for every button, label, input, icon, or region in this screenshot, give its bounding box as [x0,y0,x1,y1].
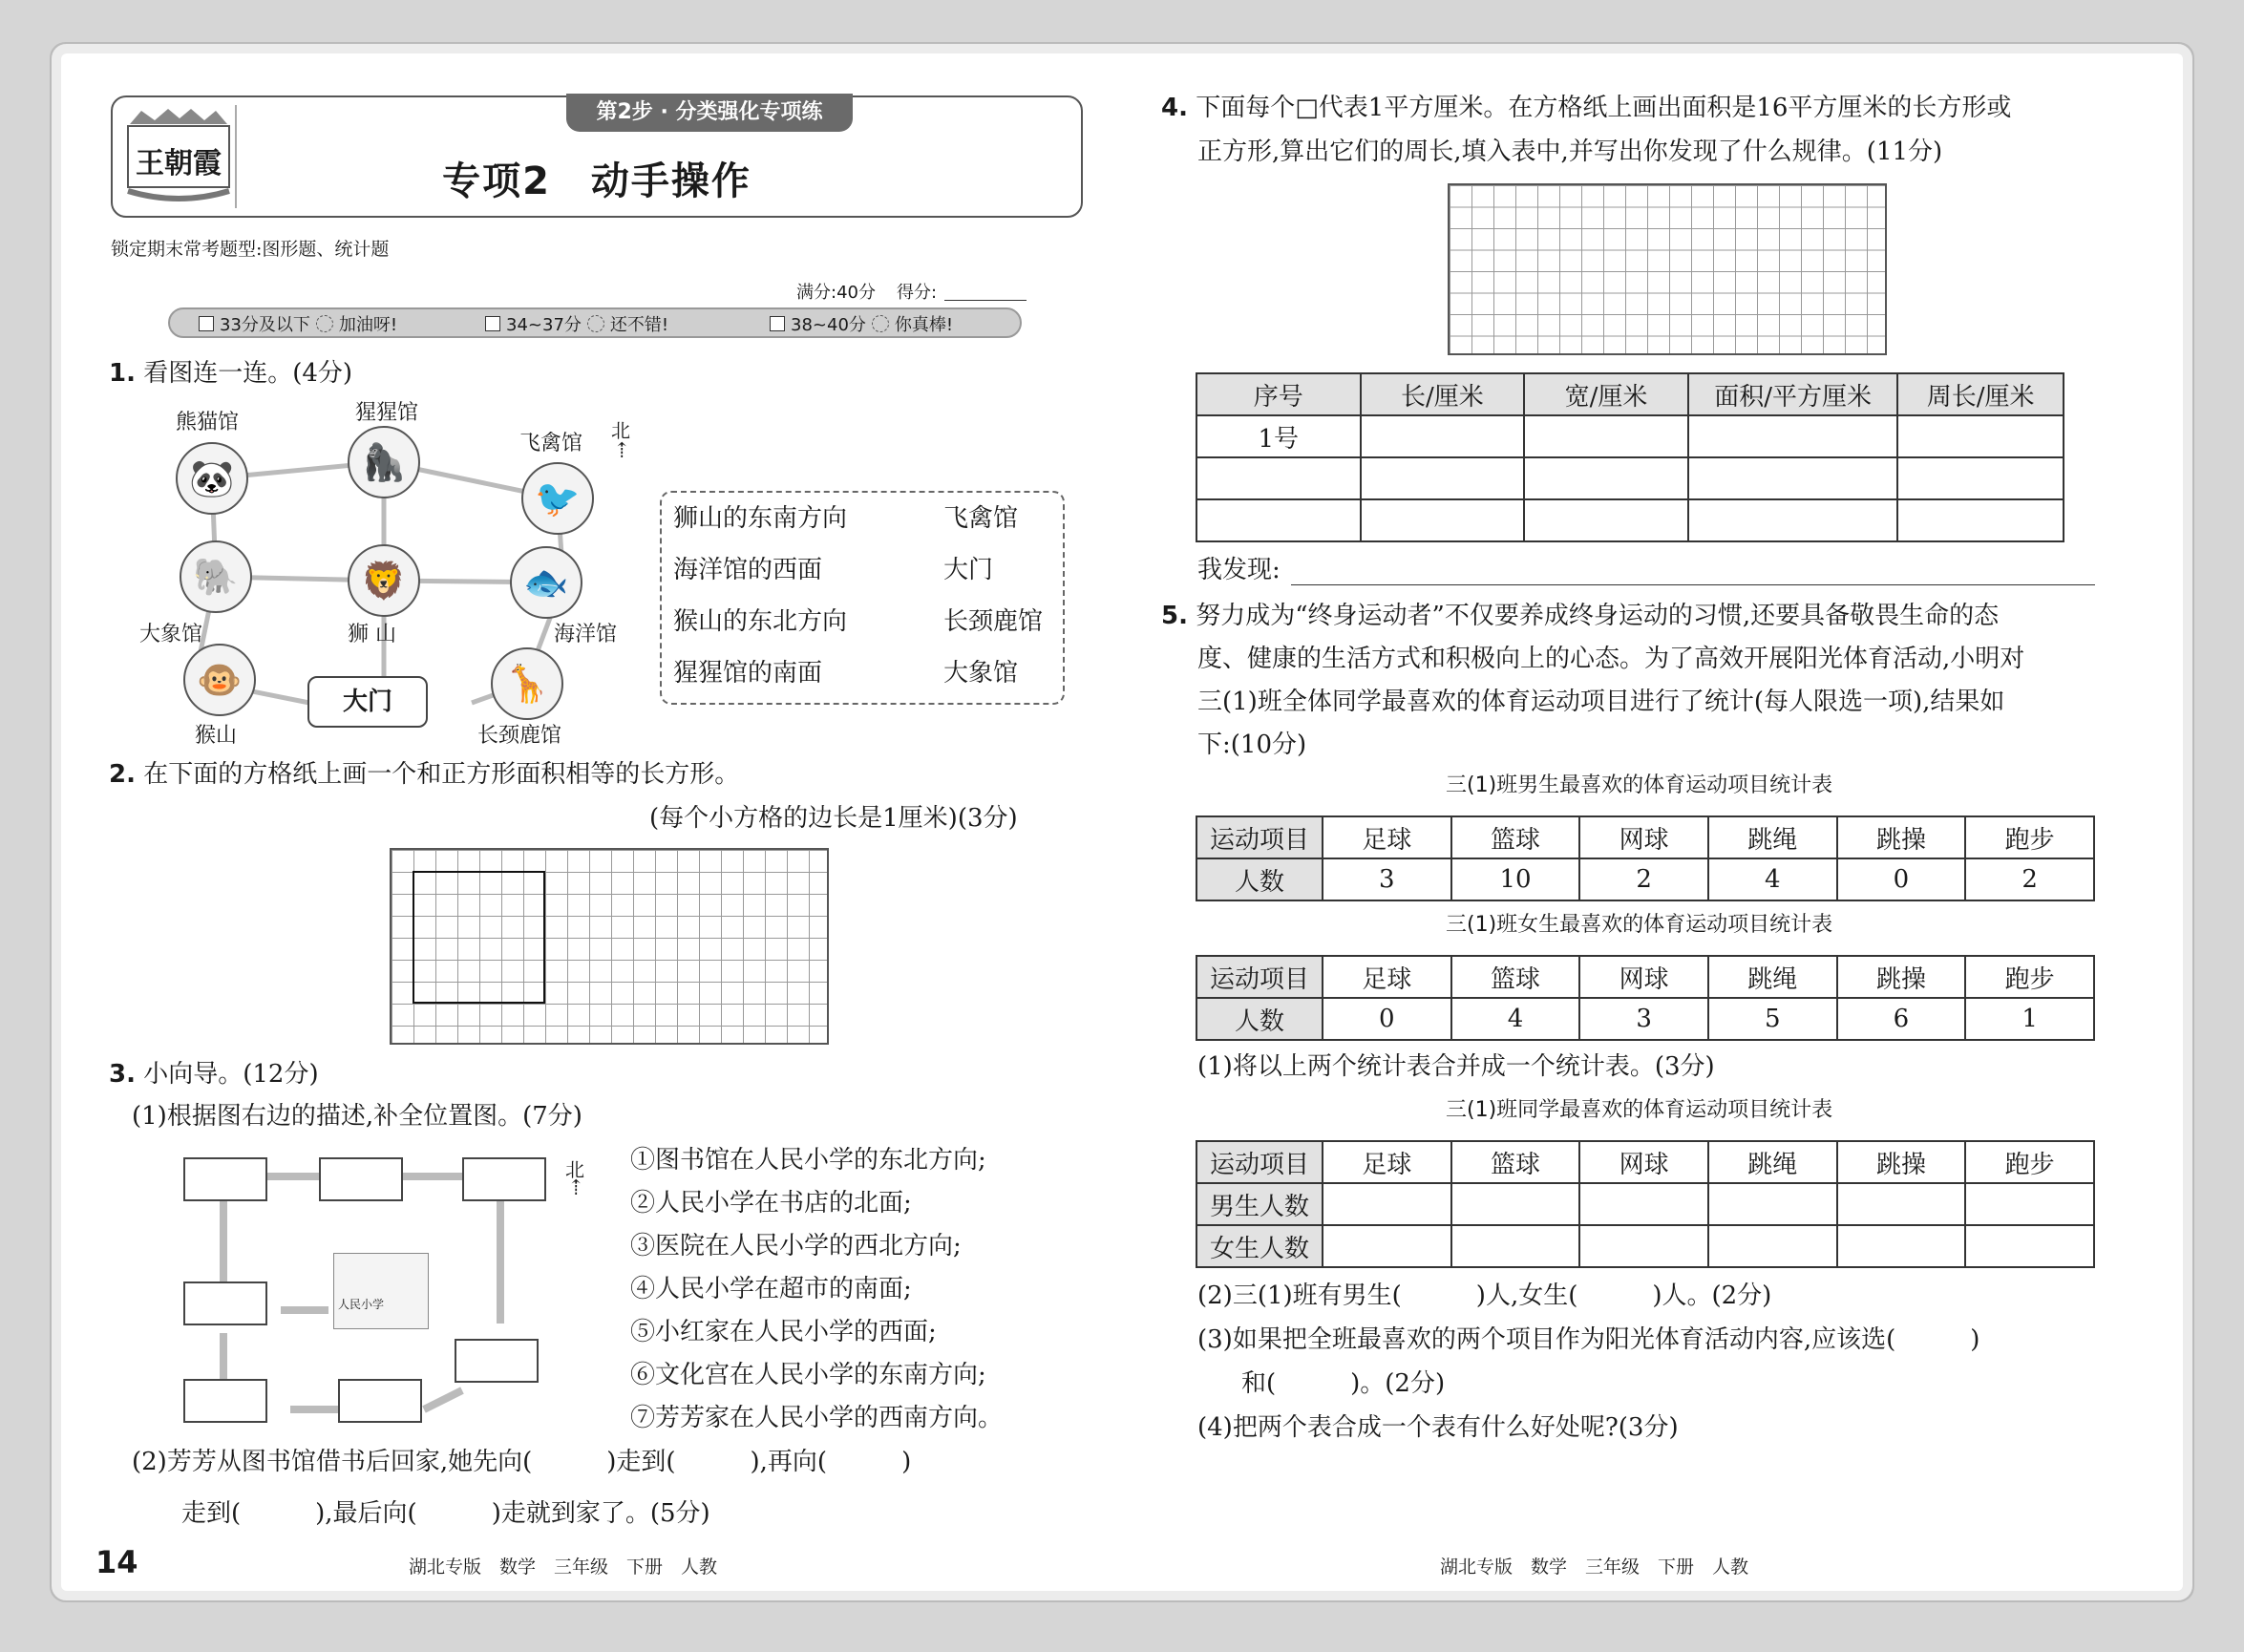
elephant-icon: 🐘 [180,540,252,613]
answer-cell[interactable] [1579,1225,1708,1267]
girls-count-row [1196,998,2094,1040]
map-box-7[interactable] [338,1379,422,1423]
table-row [1196,457,2064,499]
answer-cell[interactable] [1837,1183,1966,1225]
q3-item-5: ⑤小红家在人民小学的西面; [630,1318,937,1346]
row-head: 人数 [1196,998,1323,1040]
label-gorilla: 猩猩馆 [355,401,419,425]
q5-line4: 下:(10分) [1197,731,1307,759]
q5-line2: 度、健康的生活方式和积极向上的心态。为了高效开展阳光体育活动,小明对 [1197,645,2025,673]
score-level-1: 33分及以下 加油呀! [199,311,397,336]
q4-col-width: 宽/厘米 [1524,373,1688,415]
giraffe-icon: 🦒 [491,647,563,720]
label-ocean: 海洋馆 [554,623,618,646]
match-right-2[interactable]: 大门 [943,556,994,584]
north-label: 北 [611,419,630,442]
answer-cell[interactable] [1708,1183,1837,1225]
boys-count: 4 [1708,858,1837,900]
t3-title: 三(1)班同学最喜欢的体育运动项目统计表 [1446,1098,1833,1122]
sport-tennis: 网球 [1579,1141,1708,1183]
footer-right: 湖北专版 数学 三年级 下册 人教 [1440,1557,1749,1578]
label-giraffe: 长颈鹿馆 [477,724,562,748]
q4-line2: 正方形,算出它们的周长,填入表中,并写出你发现了什么规律。(11分) [1197,138,1943,166]
match-right-3[interactable]: 长颈鹿馆 [943,607,1044,636]
q3-item-6: ⑥文化宫在人民小学的东南方向; [630,1361,986,1389]
subtitle: 锁定期末常考题型:图形题、统计题 [111,239,390,260]
q1-heading: 1. 看图连一连。(4分) [109,359,353,388]
match-right-4[interactable]: 大象馆 [943,659,1019,688]
row-head: 人数 [1196,858,1323,900]
gorilla-icon: 🦍 [348,426,420,498]
map-box-6[interactable] [183,1379,267,1423]
answer-cell[interactable] [1837,1225,1966,1267]
answer-cell[interactable] [1897,457,2064,499]
boys-count: 2 [1579,858,1708,900]
sport-tennis: 网球 [1579,956,1708,998]
lion-icon: 🦁 [348,544,420,617]
q3-heading: 3. 小向导。(12分) [109,1060,319,1089]
answer-cell[interactable] [1579,1183,1708,1225]
map-box-4[interactable] [183,1281,267,1325]
label-panda: 熊猫馆 [176,411,240,434]
north-arrow-icon: ⇡ [613,439,631,463]
q3-item-7: ⑦芳芳家在人民小学的西南方向。 [630,1404,1004,1432]
boys-count: 2 [1965,858,2094,900]
school-building-icon [333,1253,429,1329]
q3-sub1: (1)根据图右边的描述,补全位置图。(7分) [132,1102,582,1131]
answer-cell[interactable] [1897,415,2064,457]
col-head: 运动项目 [1196,956,1323,998]
q4-col-area: 面积/平方厘米 [1688,373,1898,415]
sport-basketball: 篮球 [1451,956,1580,998]
answer-cell[interactable] [1688,457,1898,499]
map-box-5[interactable] [455,1339,539,1383]
score-got: 得分: [897,283,938,303]
q5-s3-line2[interactable]: 和( )。(2分) [1241,1369,1446,1398]
girls-count: 3 [1579,998,1708,1040]
label-monkey: 猴山 [195,724,238,748]
q2-heading: 2. 在下面的方格纸上画一个和正方形面积相等的长方形。 [109,760,740,789]
q3-north-label: 北 [565,1158,584,1181]
q5-s4: (4)把两个表合成一个表有什么好处呢?(3分) [1197,1413,1679,1442]
boys-table-header [1196,816,2094,858]
answer-cell[interactable] [1196,457,1361,499]
panda-icon: 🐼 [176,442,248,515]
answer-cell[interactable] [1323,1225,1451,1267]
logo-text: 王朝霞 [136,147,222,180]
sport-aerobics: 跳操 [1837,956,1966,998]
col-head: 运动项目 [1196,1141,1323,1183]
boys-count-row [1196,858,2094,900]
sport-football: 足球 [1323,1141,1451,1183]
q4-find-label: 我发现: [1197,556,1281,584]
answer-cell[interactable] [1965,1225,2094,1267]
table-row [1196,1225,2094,1267]
sport-rope: 跳绳 [1708,956,1837,998]
q5-s3-line1[interactable]: (3)如果把全班最喜欢的两个项目作为阳光体育活动内容,应该选( ) [1197,1325,1980,1354]
sport-rope: 跳绳 [1708,1141,1837,1183]
label-lion: 狮 山 [348,623,396,646]
q3-item-4: ④人民小学在超市的南面; [630,1275,912,1303]
q4-col-perimeter: 周长/厘米 [1897,373,2064,415]
score-level-3: 38~40分 你真棒! [770,311,953,336]
q3-sub2-line2[interactable]: 走到( ),最后向( )走就到家了。(5分) [181,1499,710,1528]
match-left-3[interactable]: 猴山的东北方向 [673,607,848,636]
answer-cell[interactable] [1524,499,1688,541]
sport-football: 足球 [1323,816,1451,858]
match-left-2[interactable]: 海洋馆的西面 [673,556,823,584]
answer-cell[interactable] [1451,1183,1580,1225]
q3-item-3: ③医院在人民小学的西北方向; [630,1232,962,1260]
answer-cell[interactable] [1524,415,1688,457]
q5-line3: 三(1)班全体同学最喜欢的体育运动项目进行了统计(每人限选一项),结果如 [1197,688,2005,716]
q4-col-length: 长/厘米 [1361,373,1525,415]
q4-table-header [1196,373,2064,415]
boys-count: 3 [1323,858,1451,900]
girls-count: 4 [1451,998,1580,1040]
table-row [1196,415,2064,457]
q4-table [1196,372,2064,542]
q4-find-line[interactable] [1291,584,2095,585]
sport-running: 跑步 [1965,1141,2094,1183]
gate-box: 大门 [307,676,428,728]
score-full: 满分:40分 [796,283,876,303]
bird-icon: 🐦 [521,462,594,535]
q3-sub2-line1[interactable]: (2)芳芳从图书馆借书后回家,她先向( )走到( ),再向( ) [132,1448,912,1476]
sport-football: 足球 [1323,956,1451,998]
label-bird: 飞禽馆 [519,432,583,455]
q2-note: (每个小方格的边长是1厘米)(3分) [649,804,1018,833]
match-left-1[interactable]: 狮山的东南方向 [673,504,848,533]
q5-line1: 5. 努力成为“终身运动者”不仅要养成终身运动的习惯,还要具备敬畏生命的态 [1161,602,2000,630]
answer-cell[interactable] [1451,1225,1580,1267]
worksheet-page [61,53,2183,1591]
score-level-2: 34~37分 还不错! [485,311,668,336]
answer-cell[interactable] [1323,1183,1451,1225]
answer-cell[interactable] [1361,499,1525,541]
boys-count: 10 [1451,858,1580,900]
girls-table [1196,955,2095,1041]
table-row [1196,499,2064,541]
answer-cell[interactable] [1524,457,1688,499]
answer-cell[interactable] [1361,415,1525,457]
q3-north-arrow-icon: ⇡ [567,1176,585,1200]
q4-grid[interactable] [1448,183,1887,355]
combined-table [1196,1140,2095,1268]
map-box-2[interactable] [319,1157,403,1201]
match-left-4[interactable]: 猩猩馆的南面 [673,659,823,688]
girls-row-head: 女生人数 [1196,1225,1323,1267]
table-row [1196,1183,2094,1225]
girls-count: 1 [1965,998,2094,1040]
q5-s1: (1)将以上两个统计表合并成一个统计表。(3分) [1197,1052,1715,1081]
q3-item-1: ①图书馆在人民小学的东北方向; [630,1146,986,1175]
match-right-1[interactable]: 飞禽馆 [943,504,1019,533]
answer-cell[interactable] [1196,499,1361,541]
q4-col-index: 序号 [1196,373,1361,415]
girls-count: 5 [1708,998,1837,1040]
q4-line1: 4. 下面每个□代表1平方厘米。在方格纸上画出面积是16平方厘米的长方形或 [1161,94,2012,122]
sport-running: 跑步 [1965,816,2094,858]
q3-map-roads [61,53,1111,1486]
sport-aerobics: 跳操 [1837,1141,1966,1183]
t2-title: 三(1)班女生最喜欢的体育运动项目统计表 [1446,913,1833,937]
answer-cell[interactable] [1361,457,1525,499]
sport-running: 跑步 [1965,956,2094,998]
combined-table-header [1196,1141,2094,1183]
map-box-1[interactable] [183,1157,267,1201]
sport-tennis: 网球 [1579,816,1708,858]
boys-count: 0 [1837,858,1966,900]
fish-icon: 🐟 [510,546,582,619]
answer-cell[interactable] [1965,1183,2094,1225]
answer-cell[interactable] [1688,415,1898,457]
q4-row1-label: 1号 [1196,415,1361,457]
sport-aerobics: 跳操 [1837,816,1966,858]
q3-item-2: ②人民小学在书店的北面; [630,1189,912,1218]
answer-cell[interactable] [1688,499,1898,541]
sport-basketball: 篮球 [1451,816,1580,858]
label-elephant: 大象馆 [139,623,203,646]
school-label: 人民小学 [338,1298,385,1311]
monkey-icon: 🐵 [183,644,256,716]
col-head: 运动项目 [1196,816,1323,858]
page-number: 14 [95,1544,138,1580]
page-title: 专项2 动手操作 [442,159,752,203]
t1-title: 三(1)班男生最喜欢的体育运动项目统计表 [1446,773,1833,797]
map-box-3[interactable] [462,1157,546,1201]
girls-table-header [1196,956,2094,998]
girls-count: 6 [1837,998,1966,1040]
girls-count: 0 [1323,998,1451,1040]
answer-cell[interactable] [1708,1225,1837,1267]
answer-cell[interactable] [1897,499,2064,541]
footer-left: 湖北专版 数学 三年级 下册 人教 [409,1557,718,1578]
boys-row-head: 男生人数 [1196,1183,1323,1225]
step-tab: 第2步 · 分类强化专项练 [566,94,853,132]
q5-s2[interactable]: (2)三(1)班有男生( )人,女生( )人。(2分) [1197,1281,1772,1310]
sport-basketball: 篮球 [1451,1141,1580,1183]
sport-rope: 跳绳 [1708,816,1837,858]
boys-table [1196,815,2095,901]
